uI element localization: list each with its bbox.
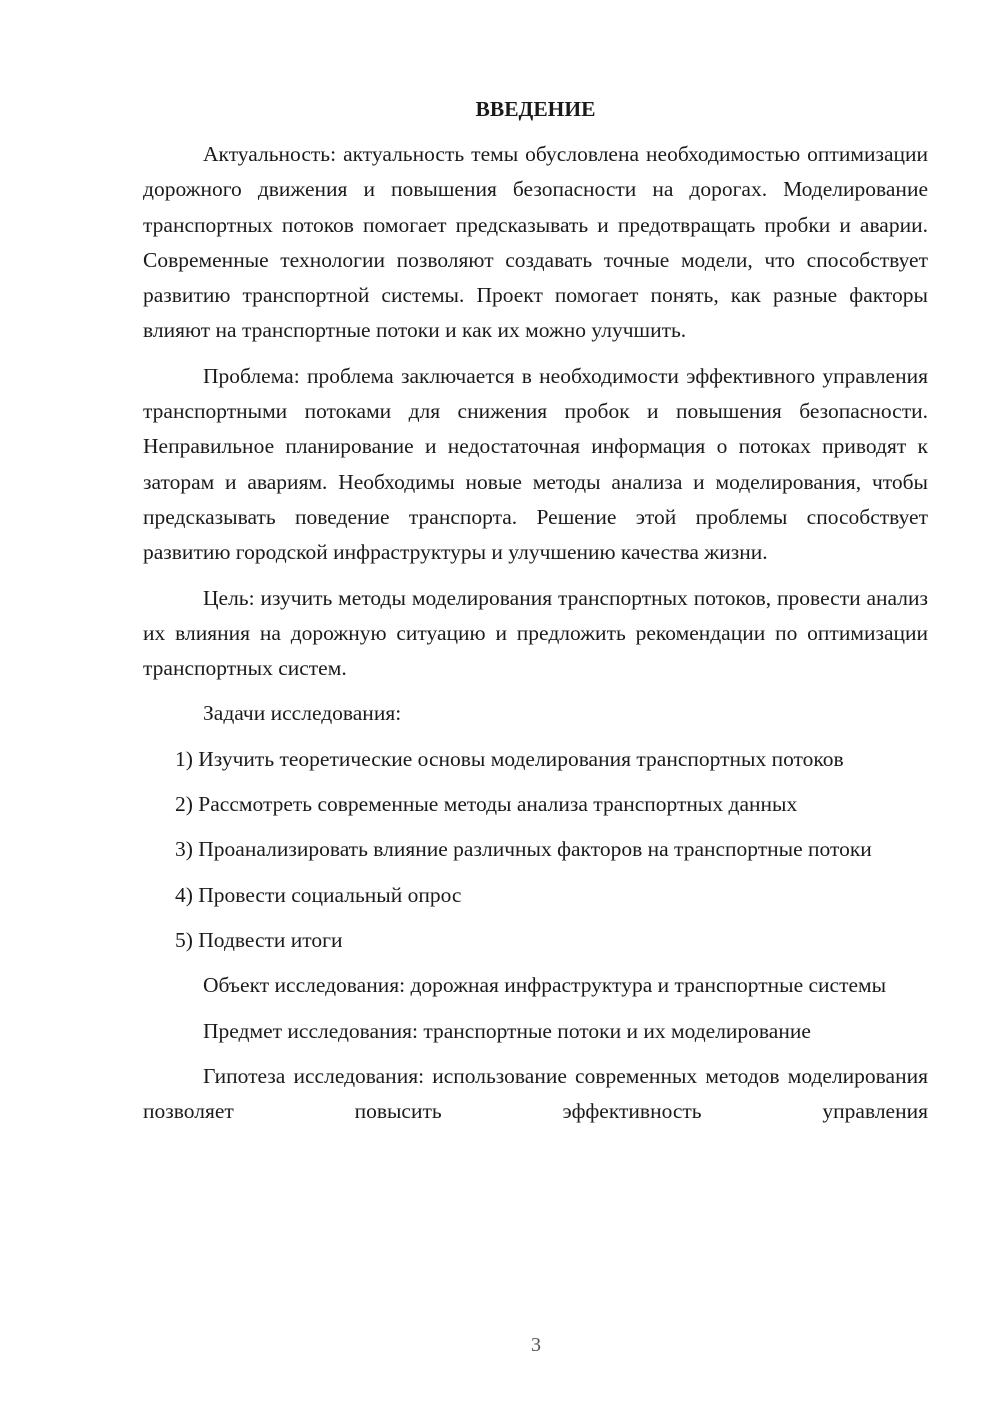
page-number: 3 xyxy=(531,1334,541,1356)
paragraph-goal: Цель: изучить методы моделирования транспортных потоков, провести анализ их влияния на дорожную ситуацию и предложить рекомендации по оптимизации транспортных систем. xyxy=(143,585,928,681)
task-item: 4) Провести социальный опрос xyxy=(175,882,462,907)
paragraph-relevance: Актуальность: актуальность темы обусловлена необходимостью оптимизации дорожного движения и повышения безопасности на дорогах. Моделирование транспортных потоков помогает предсказывать и предотвращать пробки и аварии. Современные технологии позволяют создавать точные модели, что способствует развитию транспортной системы. Проект помогает понять, как разные факторы влияют на транспортные потоки и как их можно улучшить. xyxy=(143,142,928,343)
task-item: 1) Изучить теоретические основы моделирования транспортных потоков xyxy=(175,746,844,771)
task-item: 5) Подвести итоги xyxy=(175,927,343,952)
paragraph-hypothesis: Гипотеза исследования: использование современных методов моделирования позволяет повысить эффективность управления xyxy=(143,1063,928,1124)
task-item: 2) Рассмотреть современные методы анализа транспортных данных xyxy=(175,792,798,817)
section-heading: ВВЕДЕНИЕ xyxy=(475,97,596,121)
document-page xyxy=(143,95,928,1129)
paragraph-problem: Проблема: проблема заключается в необходимости эффективного управления транспортными потоками для снижения пробок и повышения безопасности. Неправильное планирование и недостаточная информация о потоках приводят к заторам и авариям. Необходимы новые методы анализа и моделирования, чтобы предсказывать поведение транспорта. Решение этой проблемы способствует развитию городской инфраструктуры и улучшению качества жизни. xyxy=(143,363,928,565)
paragraph-subject: Предмет исследования: транспортные потоки и их моделирование xyxy=(203,1018,811,1043)
tasks-heading: Задачи исследования: xyxy=(203,701,402,726)
paragraph-object: Объект исследования: дорожная инфраструктура и транспортные системы xyxy=(203,973,887,998)
task-item: 3) Проанализировать влияние различных факторов на транспортные потоки xyxy=(175,837,872,862)
